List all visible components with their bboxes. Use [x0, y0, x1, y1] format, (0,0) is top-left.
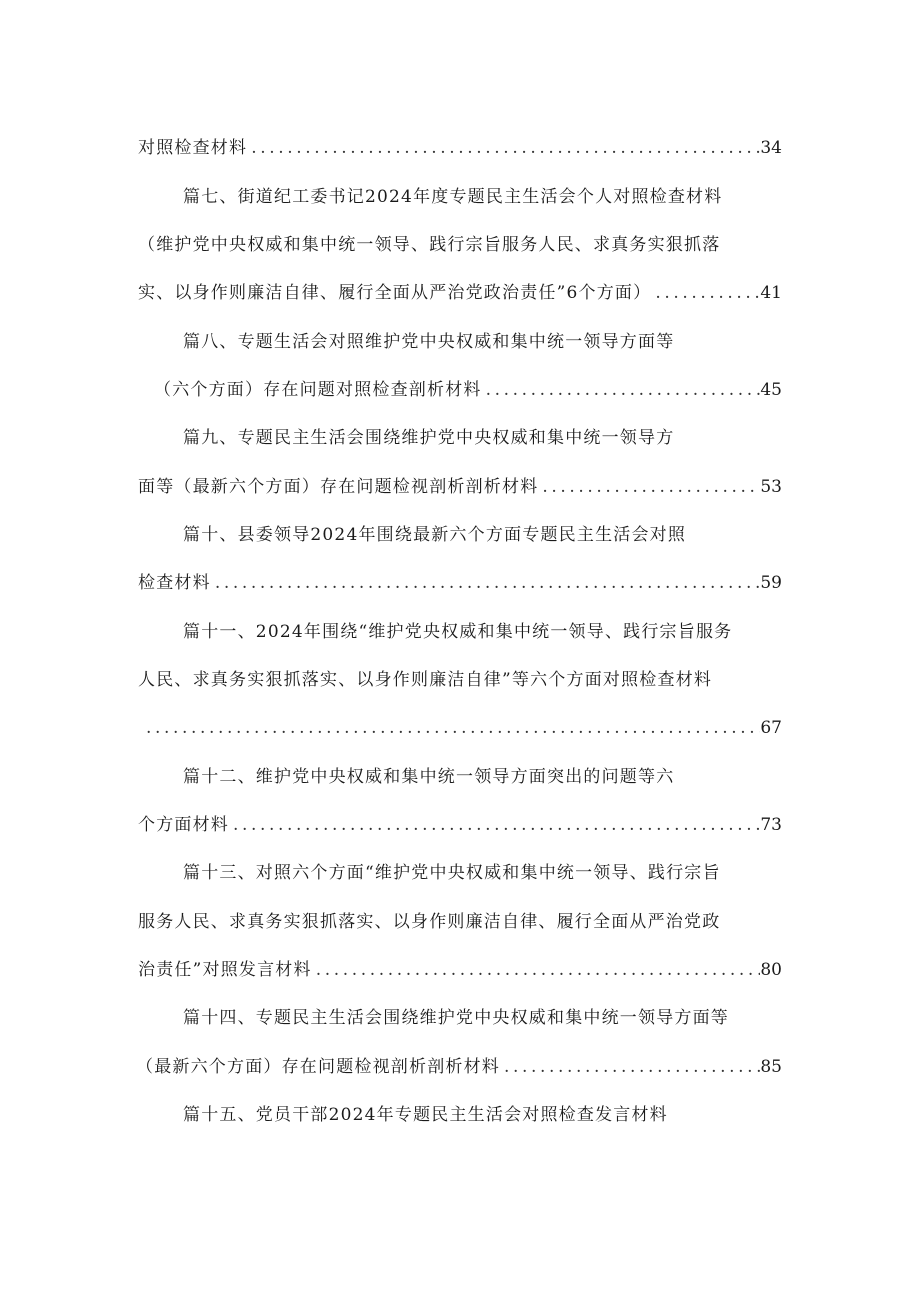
dot-leader	[247, 133, 760, 163]
toc-entry-text: （最新六个方面）存在问题检视剖析剖析材料	[136, 1057, 500, 1077]
toc-entry-line[interactable]	[138, 810, 782, 840]
toc-entry-text: （六个方面）存在问题对照检查剖析材料	[154, 380, 482, 400]
toc-entry-text: 篇十五、党员干部2024年专题民主生活会对照检查发言材料	[183, 1105, 668, 1125]
toc-entry-text: 篇七、街道纪工委书记2024年度专题民主生活会个人对照检查材料	[183, 187, 723, 207]
toc-entry-text: 篇十、县委领导2024年围绕最新六个方面专题民主生活会对照	[183, 525, 687, 545]
toc-entry-text: 实、以身作则廉洁自律、履行全面从严治党政治责任”6个方面）	[138, 283, 652, 303]
toc-entry-line[interactable]	[138, 955, 782, 985]
dot-leader	[482, 375, 761, 405]
toc-entry-line[interactable]	[138, 278, 782, 308]
toc-page-number: 67	[760, 718, 782, 738]
toc-entry-line[interactable]	[183, 327, 782, 357]
toc-page-number: 73	[760, 815, 782, 835]
toc-entry-line[interactable]	[183, 858, 782, 888]
toc-entry-text: 篇八、专题生活会对照维护党中央权威和集中统一领导方面等	[183, 332, 675, 352]
dot-leader	[538, 472, 760, 502]
dot-leader	[500, 1052, 760, 1082]
toc-entry-line[interactable]	[138, 472, 782, 502]
toc-entry-line[interactable]	[183, 617, 782, 647]
toc-entry-text: 面等（最新六个方面）存在问题检视剖析剖析材料	[138, 477, 539, 497]
toc-page-number: 34	[760, 138, 782, 158]
toc-entry-line[interactable]	[183, 762, 782, 792]
toc-entry-line[interactable]	[136, 1052, 782, 1082]
toc-entry-line[interactable]	[138, 907, 782, 937]
toc-entry-line[interactable]	[183, 182, 782, 212]
toc-page-number: 41	[760, 283, 782, 303]
toc-entry-text: 篇十四、专题民主生活会围绕维护党中央权威和集中统一领导方面等	[183, 1008, 729, 1028]
toc-entry-line[interactable]	[183, 1003, 782, 1033]
toc-page-number: 45	[760, 380, 782, 400]
toc-entry-line[interactable]	[183, 1100, 782, 1130]
toc-entry-text: 服务人民、求真务实狠抓落实、以身作则廉洁自律、履行全面从严治党政	[138, 912, 721, 932]
dot-leader	[651, 278, 760, 308]
toc-entry-line[interactable]	[146, 713, 782, 743]
toc-entry-text: 对照检查材料	[138, 138, 248, 158]
dot-leader	[229, 810, 760, 840]
toc-entry-line[interactable]	[183, 520, 782, 550]
toc-entry-text: 个方面材料	[138, 815, 229, 835]
toc-page-number: 85	[760, 1057, 782, 1077]
toc-entry-text: 治责任”对照发言材料	[138, 960, 312, 980]
dot-leader	[146, 713, 760, 743]
toc-entry-line[interactable]	[138, 568, 782, 598]
toc-entry-text: 篇九、专题民主生活会围绕维护党中央权威和集中统一领导方	[183, 428, 675, 448]
toc-entry-text: （维护党中央权威和集中统一领导、践行宗旨服务人民、求真务实狠抓落	[138, 235, 721, 255]
toc-page-number: 53	[760, 477, 782, 497]
toc-entry-text: 检查材料	[138, 573, 211, 593]
toc-entry-text: 人民、求真务实狠抓落实、以身作则廉洁自律”等六个方面对照检查材料	[138, 670, 713, 690]
toc-page-number: 59	[760, 573, 782, 593]
toc-entry-line[interactable]	[138, 230, 782, 260]
toc-entry-text: 篇十一、2024年围绕“维护党央权威和集中统一领导、践行宗旨服务	[183, 622, 733, 642]
dot-leader	[211, 568, 761, 598]
toc-entry-line[interactable]	[154, 375, 782, 405]
toc-entry-line[interactable]	[183, 423, 782, 453]
toc-page-number: 80	[760, 960, 782, 980]
toc-entry-line[interactable]	[138, 133, 782, 163]
dot-leader	[312, 955, 761, 985]
toc-entry-line[interactable]	[138, 665, 782, 695]
toc-entry-text: 篇十二、维护党中央权威和集中统一领导方面突出的问题等六	[183, 767, 675, 787]
toc-entry-text: 篇十三、对照六个方面“维护党中央权威和集中统一领导、践行宗旨	[183, 863, 721, 883]
